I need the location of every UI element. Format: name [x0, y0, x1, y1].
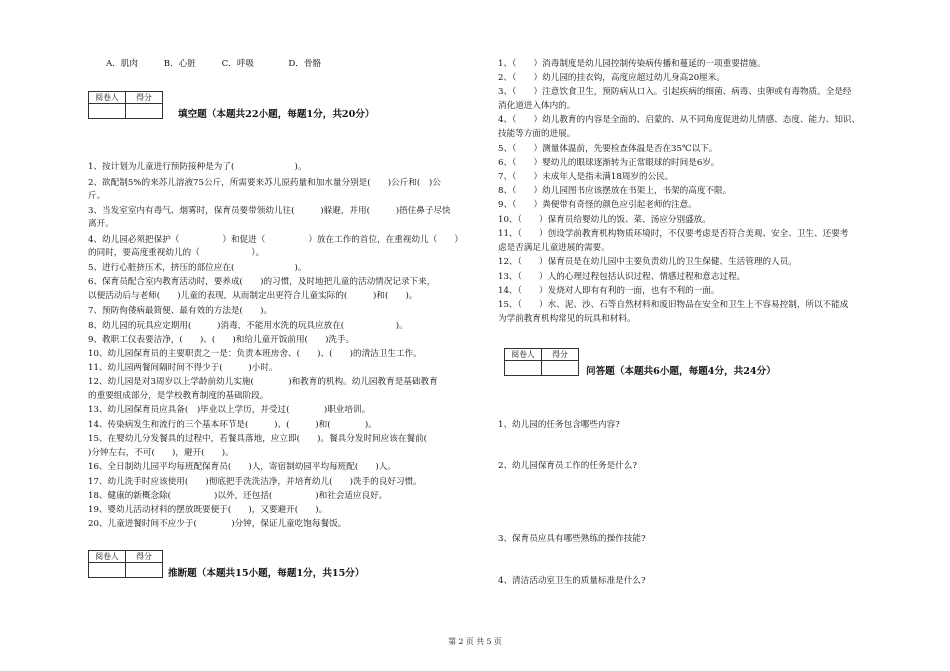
reviewer-label: 阅卷人	[89, 551, 126, 563]
score-cell[interactable]	[542, 361, 579, 376]
judgement-line: 1、（ ）消毒制度是幼儿园控制传染病传播和蔓延的一项重要措施。	[498, 59, 766, 69]
question-line: 11、幼儿园两餐间隔时间不得少于( )小时。	[88, 363, 278, 373]
question-line: 17、幼儿洗手时应该使用( )彻底把手洗洗洁净，并培育幼儿( )洗手的良好习惯。	[88, 477, 422, 487]
question-line: 14、传染病发生和流行的三个基本环节是( )、( )和( )。	[88, 420, 377, 430]
question-line: 3、当发室室内有毒气、烟雾时，保育员要带领幼儿往( )躲避，并用( )捂住鼻子尽快	[88, 206, 451, 216]
score-label: 得分	[126, 551, 163, 563]
judgement-line: 8、（ ）幼儿园图书应该摆放在书架上，书架的高度不限。	[498, 186, 732, 196]
reviewer-label: 阅卷人	[505, 349, 542, 361]
question-line: 8、幼儿园的玩具应定期用( )消毒，不能用水洗的玩具应放在( )。	[88, 321, 408, 331]
qa-question: 1、幼儿园的任务包含哪些内容?	[498, 420, 620, 430]
question-line: 16、全日制幼儿园平均每班配保育员( )人，寄宿制幼园平均每班配( )人。	[88, 462, 396, 472]
judgement-line: 4、（ ）幼儿教育的内容是全面的、启蒙的、从不同角度促进幼儿情感、态度、能力、知识、	[498, 115, 861, 125]
question-line: 20、儿童进餐时间不应少于( )分钟，保证儿童吃饱每餐饭。	[88, 519, 347, 529]
section-title-fill-in: 填空题（本题共22小题，每题1分，共20分）	[178, 109, 375, 120]
judgement-line: 消化道进入体内的。	[498, 101, 576, 111]
judgement-line: 5、（ ）测量体温前，先要检查体温是否在35℃以下。	[498, 144, 718, 154]
judgement-line: 技能等方面的进展。	[498, 129, 576, 139]
section-title-qa: 问答题（本题共6小题，每题4分，共24分）	[586, 366, 776, 377]
question-line: 19、婴幼儿活动材料的摆放既要便于( )，又要避开( )。	[88, 505, 328, 515]
question-line: 1、按计划为儿童进行预防接种是为了( )。	[88, 162, 307, 172]
score-box-fill-in	[88, 91, 163, 119]
question-line: 7、预防佝偻病最简便、最有效的方法是( )。	[88, 306, 273, 316]
judgement-line: 6、（ ）婴幼儿的眼球逐渐转为正常眼球的时间是6岁。	[498, 158, 720, 168]
question-line: 4、幼儿园必须把保护（ ）和促进（ ）放在工作的首位，在重视幼儿（ ）	[88, 235, 464, 245]
question-line: 6、保育员配合室内教育活动时，要养成( )的习惯，及时地把儿童的活动情况记录下来，	[88, 277, 436, 287]
qa-question: 3、保育员应具有哪些熟练的操作技能?	[498, 534, 646, 544]
question-line: 斤。	[88, 191, 106, 201]
judgement-line: 11、（ ）创设学前教育机构物质环境时，不仅要考虑是否符合美观、安全、卫生、还要考	[498, 229, 849, 239]
judgement-line: 14、（ ）发烧对人即有有利的一面，也有不利的一面。	[498, 286, 720, 296]
reviewer-label: 阅卷人	[89, 92, 126, 104]
reviewer-cell[interactable]	[505, 361, 542, 376]
score-cell[interactable]	[126, 563, 163, 578]
question-line: 以便活动后与老师( )儿童的表现，从而制定出更符合儿童实际的( )和( )。	[88, 291, 418, 301]
score-box-qa	[504, 348, 579, 376]
question-line: 2、欲配制5%的来苏儿溶液75公斤，所需要来苏儿原药量和加水量分别是( )公斤和( )公	[88, 178, 441, 188]
judgement-line: 10、（ ）保育员给婴幼儿的饭、菜、汤应分别盛放。	[498, 215, 711, 225]
question-line: 10、幼儿园保育员的主要职责之一是：负责本班房舍、( )、( )的清洁卫生工作。	[88, 349, 422, 359]
question-line: 的同时，要高度重视幼儿的（ ）。	[88, 248, 265, 258]
judgement-line: 9、（ ）粪便带有奇怪的颜色应引起老师的注意。	[498, 200, 697, 210]
question-line: 9、教职工仪表要洁净，( )、( )和给儿童开饭前用( )洗手。	[88, 335, 355, 345]
qa-question: 4、清洁活动室卫生的质量标准是什么?	[498, 576, 646, 586]
page-footer: 第 2 页 共 5 页	[448, 637, 502, 646]
score-label: 得分	[126, 92, 163, 104]
score-label: 得分	[542, 349, 579, 361]
question-line: 13、幼儿园保育员应具备( )毕业以上学历，并受过( )职业培训。	[88, 405, 371, 415]
question-line: 5、进行心脏挤压术，挤压的部位应在( )。	[88, 263, 307, 273]
question-line: 15、在婴幼儿分发餐具的过程中，若餐具落地，应立即( )。餐具分发时间应该在餐前(	[88, 434, 445, 444]
question-line: 12、幼儿园是对3周岁以上学龄前幼儿实施( )和教育的机构。幼儿园教育是基础教育	[88, 377, 438, 387]
section-title-judgement: 推断题（本题共15小题，每题1分，共15分）	[168, 568, 365, 579]
judgement-line: 2、（ ）幼儿园的挂衣钩，高度应超过幼儿身高20厘米。	[498, 73, 725, 83]
judgement-line: 为学前教育机构常见的玩具和材料。	[498, 314, 636, 324]
judgement-line: 虑是否满足儿童进展的需要。	[498, 243, 610, 253]
judgement-line: 13、（ ）人的心理过程包括认识过程、情感过程和意志过程。	[498, 272, 746, 282]
reviewer-cell[interactable]	[89, 104, 126, 119]
judgement-line: 7、（ ）未成年人是指未满18周岁的公民。	[498, 172, 674, 182]
score-cell[interactable]	[126, 104, 163, 119]
reviewer-cell[interactable]	[89, 563, 126, 578]
judgement-line: 3、（ ）注意饮食卫生，预防病从口入。引起疾病的细菌、病毒、虫卵或有毒物质。全是经	[498, 87, 852, 97]
answer-options: A．肌肉 B．心脏 C．呼吸 D．骨骼	[106, 59, 322, 69]
question-line: 离开。	[88, 219, 114, 229]
question-line: 的重要组成部分，是学校教育制度的基础阶段。	[88, 391, 269, 401]
question-line: )分钟左右，不可( )，避开( )。	[88, 448, 234, 458]
judgement-line: 12、（ ）保育员是在幼儿园中主要负责幼儿的卫生保健、生活管理的人员。	[498, 257, 797, 267]
score-box-judgement	[88, 550, 163, 578]
qa-question: 2、幼儿园保育员工作的任务是什么?	[498, 461, 637, 471]
question-line: 18、健康的新概念除( )以外，还包括( )和社会适应良好。	[88, 491, 388, 501]
judgement-line: 15、（ ）水、泥、沙、石等自然材料和废旧物品在安全和卫生上不容易控制，所以不能成	[498, 300, 849, 310]
